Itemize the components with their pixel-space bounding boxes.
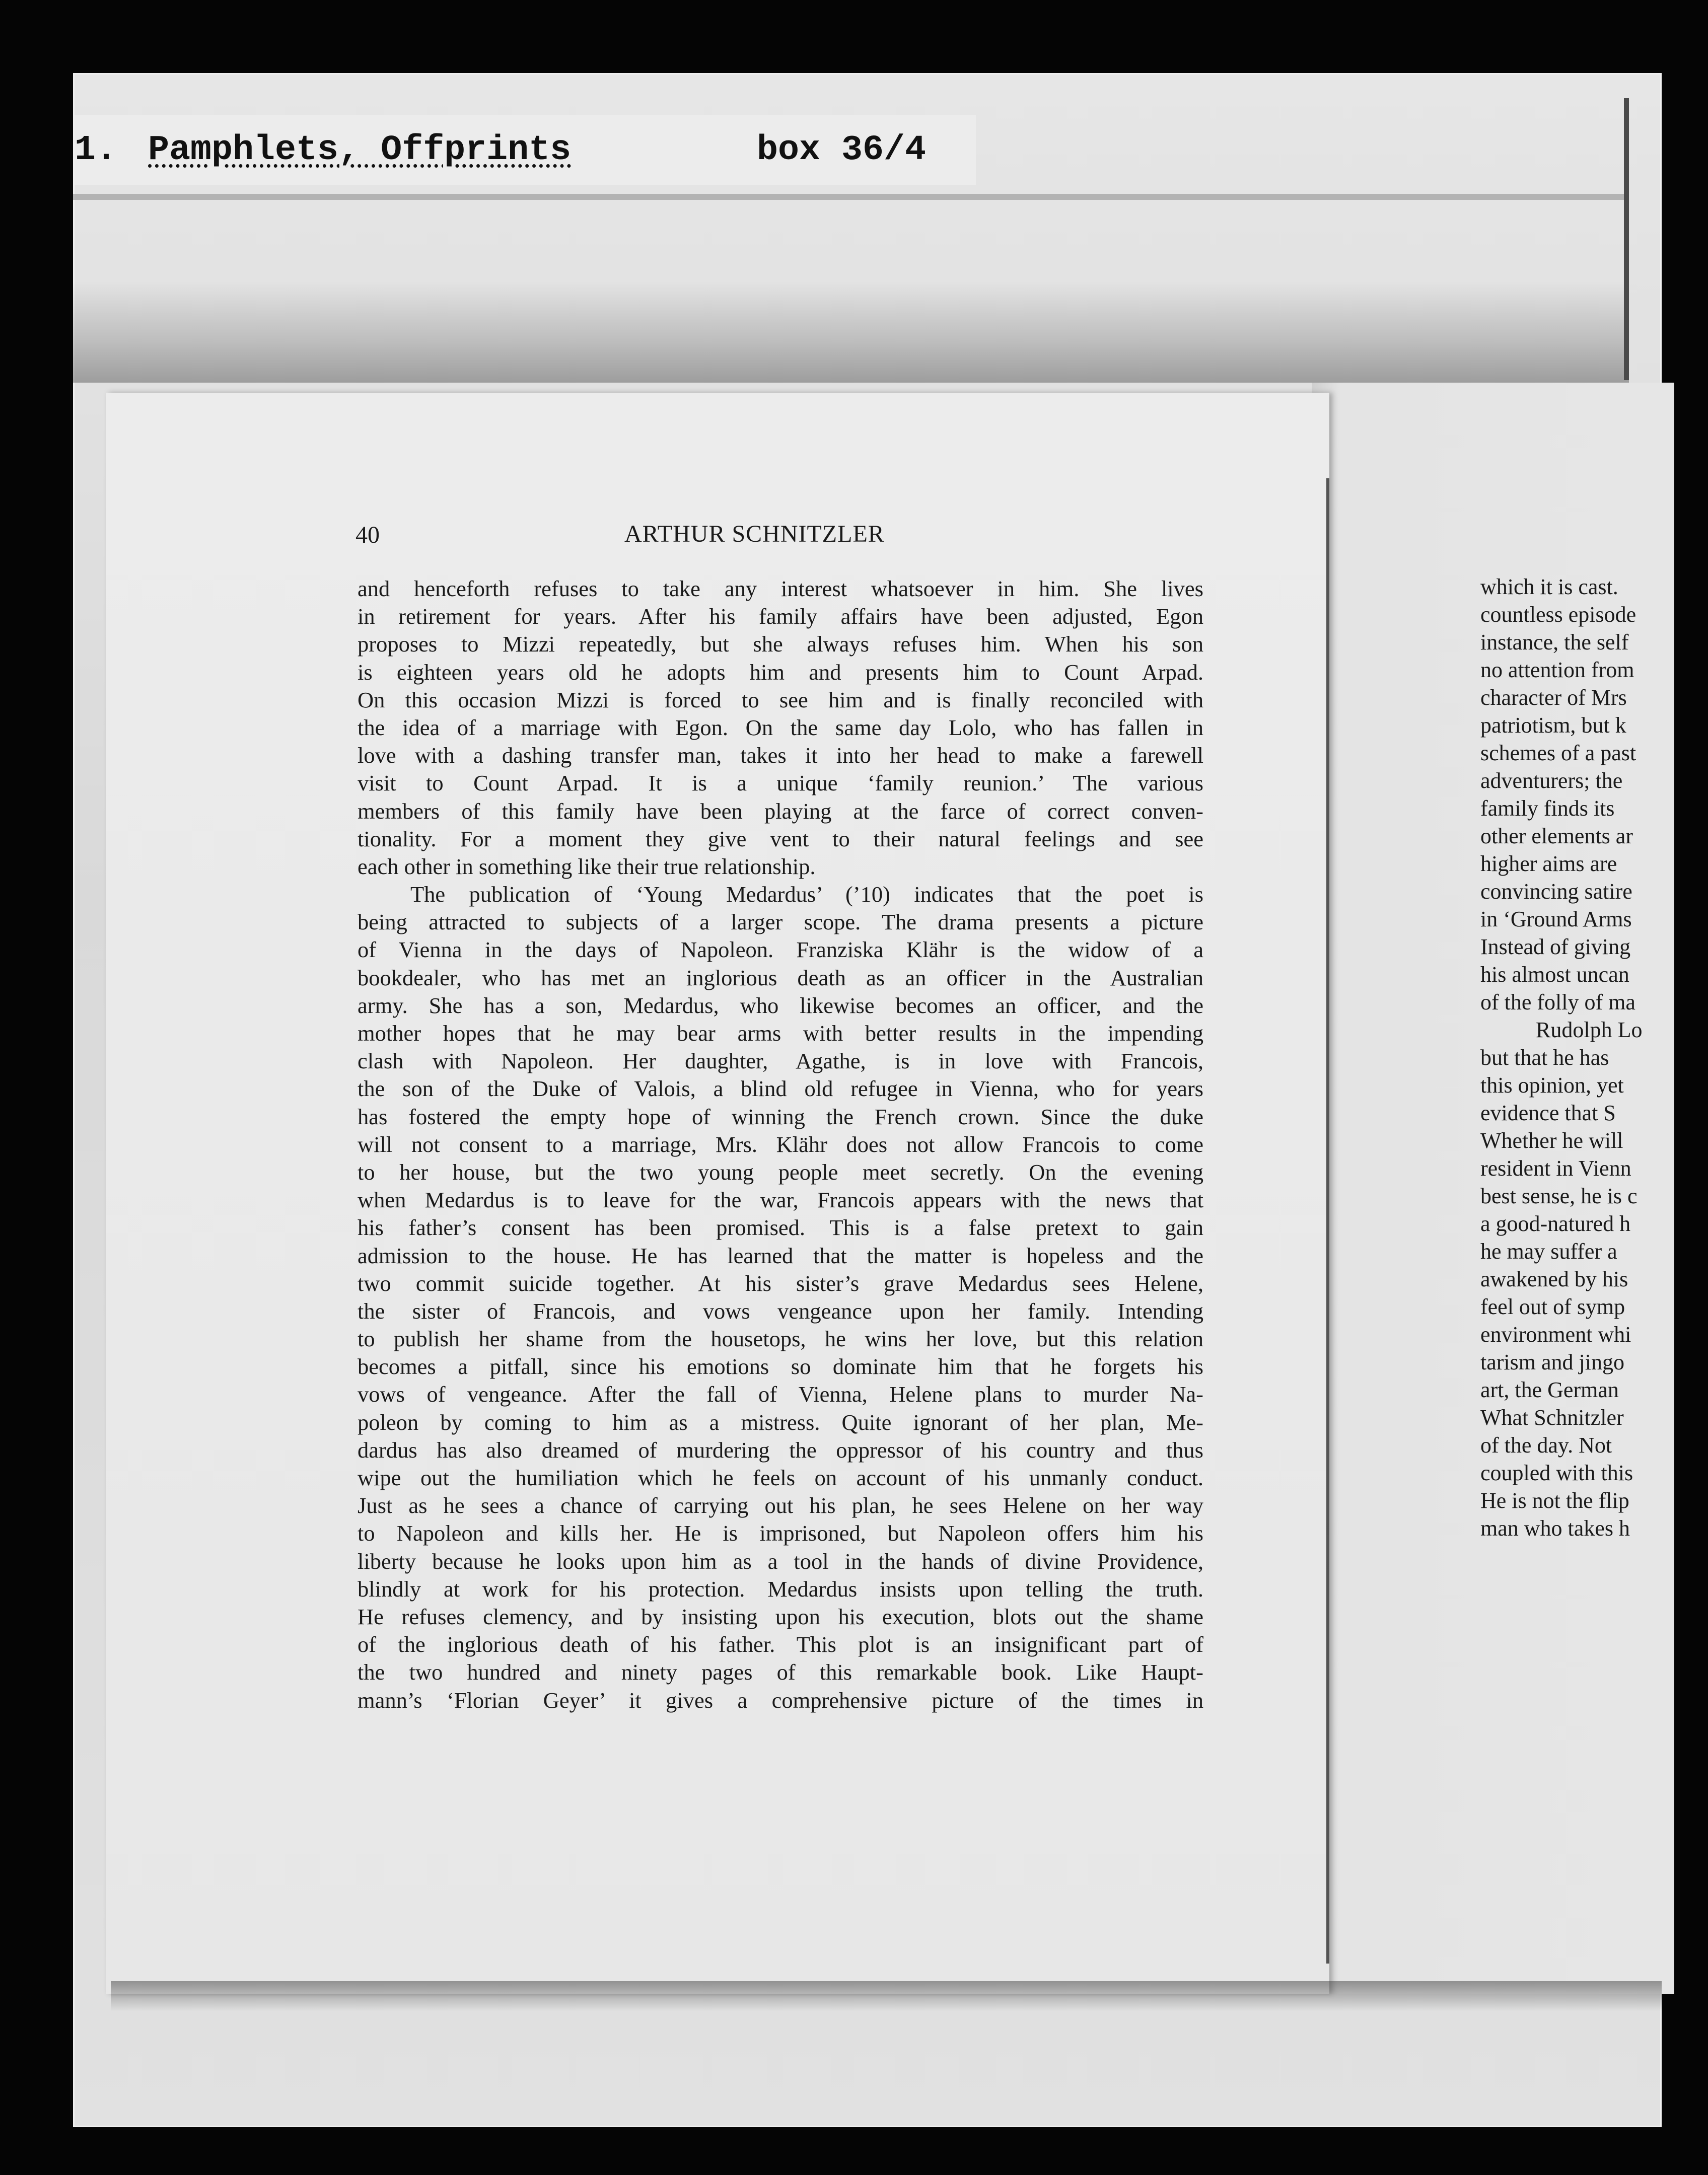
back-text-line: but that he has — [1480, 1045, 1609, 1070]
bottom-shadow — [111, 1981, 1662, 2011]
text-line: visit to Count Arpad. It is a unique ‘family reunion.’ The various — [358, 770, 1203, 796]
text-line: admission to the house. He has learned that the matter is hopeless and the — [358, 1243, 1203, 1268]
text-line: to publish her shame from the housetops, he wins her love, but this relation — [358, 1326, 1203, 1352]
text-line: will not consent to a marriage, Mrs. Klähr does not allow Francois to come — [358, 1131, 1203, 1157]
back-text-line: this opinion, yet — [1480, 1073, 1624, 1098]
text-line: On this occasion Mizzi is forced to see him and is finally reconciled with — [358, 687, 1203, 712]
text-line: two commit suicide together. At his sister’s grave Medardus sees Helene, — [358, 1270, 1203, 1296]
text-line: the son of the Duke of Valois, a blind old refugee in Vienna, who for years — [358, 1076, 1203, 1102]
back-text-line: adventurers; the — [1480, 768, 1623, 793]
folder-label — [75, 115, 976, 185]
back-text-line: What Schnitzler — [1480, 1405, 1624, 1430]
text-line: Just as he sees a chance of carrying out his plan, he sees Helene on her way — [358, 1493, 1203, 1518]
back-text-line: family finds its — [1480, 796, 1615, 821]
back-text-line: which it is cast. — [1480, 574, 1618, 599]
folder-fold-shadow — [73, 282, 1629, 383]
text-line: blindly at work for his protection. Medardus insists upon telling the truth. — [358, 1576, 1203, 1602]
back-text-line: a good-natured h — [1480, 1211, 1631, 1236]
text-line: The publication of ‘Young Medardus’ (’10) indicates that the poet is — [410, 882, 1203, 907]
text-line: the idea of a marriage with Egon. On the same day Lolo, who has fallen in — [358, 714, 1203, 740]
text-line: the two hundred and ninety pages of this remarkable book. Like Haupt- — [358, 1659, 1203, 1685]
back-page-text — [1480, 573, 1674, 1542]
text-line: mann’s ‘Florian Geyer’ it gives a comprehensive picture of the times in — [358, 1687, 1203, 1713]
text-line: becomes a pitfall, since his emotions so dominate him that he forgets his — [358, 1354, 1203, 1380]
text-line: wipe out the humiliation which he feels on account of his unmanly conduct. — [358, 1465, 1203, 1490]
back-text-line: patriotism, but k — [1480, 713, 1626, 738]
page-number: 40 — [355, 522, 380, 548]
text-line: to her house, but the two young people meet secretly. On the evening — [358, 1159, 1203, 1185]
back-text-line: coupled with this — [1480, 1461, 1633, 1485]
back-text-line: tarism and jingo — [1480, 1350, 1624, 1374]
text-line: his father’s consent has been promised. This is a false pretext to gain — [358, 1215, 1203, 1241]
back-text-line: of the folly of ma — [1480, 990, 1635, 1014]
text-line: members of this family have been playing at the farce of correct conven- — [358, 798, 1203, 824]
text-line: clash with Napoleon. Her daughter, Agathe, is in love with Francois, — [358, 1048, 1203, 1074]
back-text-line: Rudolph Lo — [1536, 1018, 1643, 1042]
text-line: the sister of Francois, and vows vengeance upon her family. Intending — [358, 1298, 1203, 1324]
text-line: has fostered the empty hope of winning the French crown. Since the duke — [358, 1104, 1203, 1129]
front-page — [106, 393, 1329, 1994]
back-text-line: higher aims are — [1480, 851, 1617, 876]
back-text-line: awakened by his — [1480, 1267, 1628, 1291]
back-text-line: character of Mrs — [1480, 685, 1627, 710]
back-text-line: countless episode — [1480, 602, 1636, 627]
back-text-line: schemes of a past — [1480, 741, 1636, 765]
back-text-line: resident in Vienn — [1480, 1156, 1631, 1181]
text-line: love with a dashing transfer man, takes it into her head to make a farewell — [358, 743, 1203, 768]
text-line: vows of vengeance. After the fall of Vienna, Helene plans to murder Na- — [358, 1382, 1203, 1407]
back-text-line: of the day. Not — [1480, 1433, 1612, 1458]
back-text-line: man who takes h — [1480, 1516, 1630, 1541]
text-line: liberty because he looks upon him as a tool in the hands of divine Providence, — [358, 1548, 1203, 1574]
back-text-line: convincing satire — [1480, 879, 1632, 904]
label-number: 1. — [75, 130, 117, 170]
label-box-number: box 36/4 — [757, 130, 927, 170]
text-line: in retirement for years. After his family affairs have been adjusted, Egon — [358, 604, 1203, 629]
text-line: and henceforth refuses to take any interest whatsoever in him. She lives — [358, 576, 1203, 601]
back-text-line: other elements ar — [1480, 824, 1633, 848]
text-line: is eighteen years old he adopts him and presents him to Count Arpad. — [358, 659, 1203, 685]
back-text-line: feel out of symp — [1480, 1294, 1625, 1319]
back-text-line: Instead of giving — [1480, 934, 1631, 959]
back-text-line: his almost uncan — [1480, 962, 1629, 987]
body-text — [358, 575, 1203, 1714]
back-text-line: He is not the flip — [1480, 1488, 1629, 1513]
text-line: of Vienna in the days of Napoleon. Franziska Klähr is the widow of a — [358, 937, 1203, 963]
back-text-line: environment whi — [1480, 1322, 1631, 1347]
folder-top-edge — [73, 194, 1629, 200]
back-text-line: instance, the self — [1480, 630, 1629, 655]
label-title: Pamphlets, Offprints — [148, 130, 572, 170]
back-text-line: no attention from — [1480, 658, 1634, 682]
text-line: army. She has a son, Medardus, who likewise becomes an officer, and the — [358, 992, 1203, 1018]
text-line: He refuses clemency, and by insisting upon his execution, blots out the shame — [358, 1604, 1203, 1629]
text-line: poleon by coming to him as a mistress. Quite ignorant of her plan, Me- — [358, 1409, 1203, 1435]
back-page — [1312, 383, 1674, 1994]
text-line: when Medardus is to leave for the war, Francois appears with the news that — [358, 1187, 1203, 1213]
page-edge — [1326, 478, 1329, 1964]
text-line: dardus has also dreamed of murdering the oppressor of his country and thus — [358, 1437, 1203, 1463]
folder-right-edge — [1624, 98, 1629, 380]
text-line: mother hopes that he may bear arms with better results in the impending — [358, 1021, 1203, 1046]
text-line: proposes to Mizzi repeatedly, but she always refuses him. When his son — [358, 631, 1203, 657]
back-text-line: evidence that S — [1480, 1101, 1616, 1125]
text-line: being attracted to subjects of a larger scope. The drama presents a picture — [358, 909, 1203, 935]
back-text-line: in ‘Ground Arms — [1480, 907, 1632, 931]
text-line: bookdealer, who has met an inglorious death as an officer in the Australian — [358, 965, 1203, 990]
back-text-line: art, the German — [1480, 1378, 1619, 1402]
back-text-line: best sense, he is c — [1480, 1184, 1638, 1208]
back-text-line: he may suffer a — [1480, 1239, 1617, 1264]
text-line: each other in something like their true relationship. — [358, 853, 816, 879]
running-head: ARTHUR SCHNITZLER — [624, 521, 885, 547]
text-line: of the inglorious death of his father. This plot is an insignificant part of — [358, 1632, 1203, 1657]
back-text-line: Whether he will — [1480, 1128, 1623, 1153]
text-line: tionality. For a moment they give vent to their natural feelings and see — [358, 826, 1203, 851]
text-line: to Napoleon and kills her. He is imprisoned, but Napoleon offers him his — [358, 1520, 1203, 1546]
